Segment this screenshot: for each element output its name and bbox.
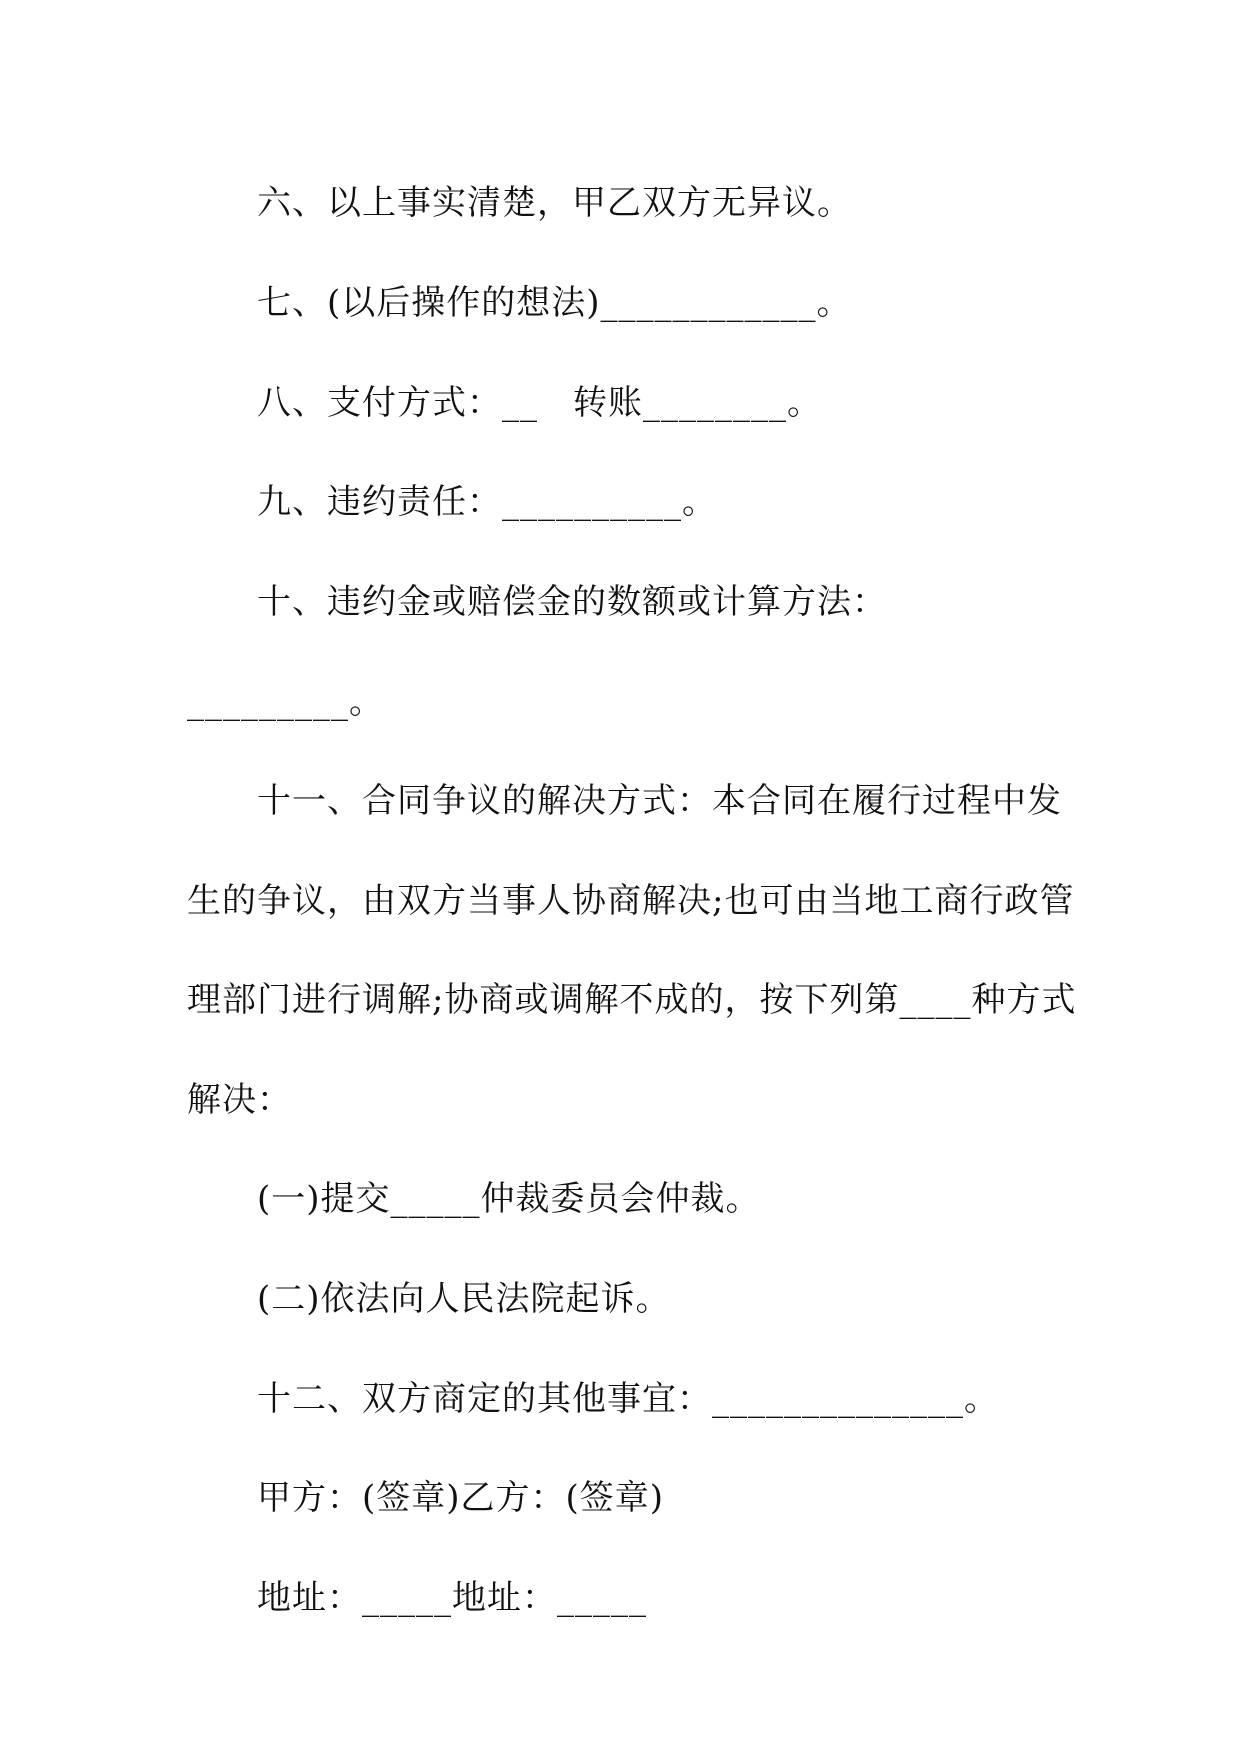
clause-10-penalty: 十、违约金或赔偿金的数额或计算方法： (257, 582, 887, 622)
clause-10-blank: _________。 (187, 682, 384, 722)
signature-line: 甲方：(签章)乙方：(签章) (257, 1478, 665, 1518)
clause-8-payment: 八、支付方式：__ 转账________。 (257, 383, 822, 423)
clause-12-other: 十二、双方商定的其他事宜：______________。 (257, 1379, 999, 1419)
clause-11-line-2: 生的争议，由双方当事人协商解决;也可由当地工商行政管 (187, 881, 1075, 921)
clause-11-line-4: 解决： (187, 1080, 292, 1120)
address-line: 地址：_____地址：_____ (257, 1578, 647, 1618)
clause-11-line-1: 十一、合同争议的解决方式：本合同在履行过程中发 (257, 781, 1062, 821)
clause-6: 六、以上事实清楚，甲乙双方无异议。 (257, 183, 852, 223)
clause-11-line-3: 理部门进行调解;协商或调解不成的，按下列第____种方式 (187, 980, 1077, 1020)
clause-7: 七、(以后操作的想法)____________。 (257, 283, 852, 323)
option-arbitration: (一)提交_____仲裁委员会仲裁。 (257, 1179, 761, 1219)
clause-9-liability: 九、违约责任：__________。 (257, 482, 717, 522)
option-litigation: (二)依法向人民法院起诉。 (257, 1279, 671, 1319)
